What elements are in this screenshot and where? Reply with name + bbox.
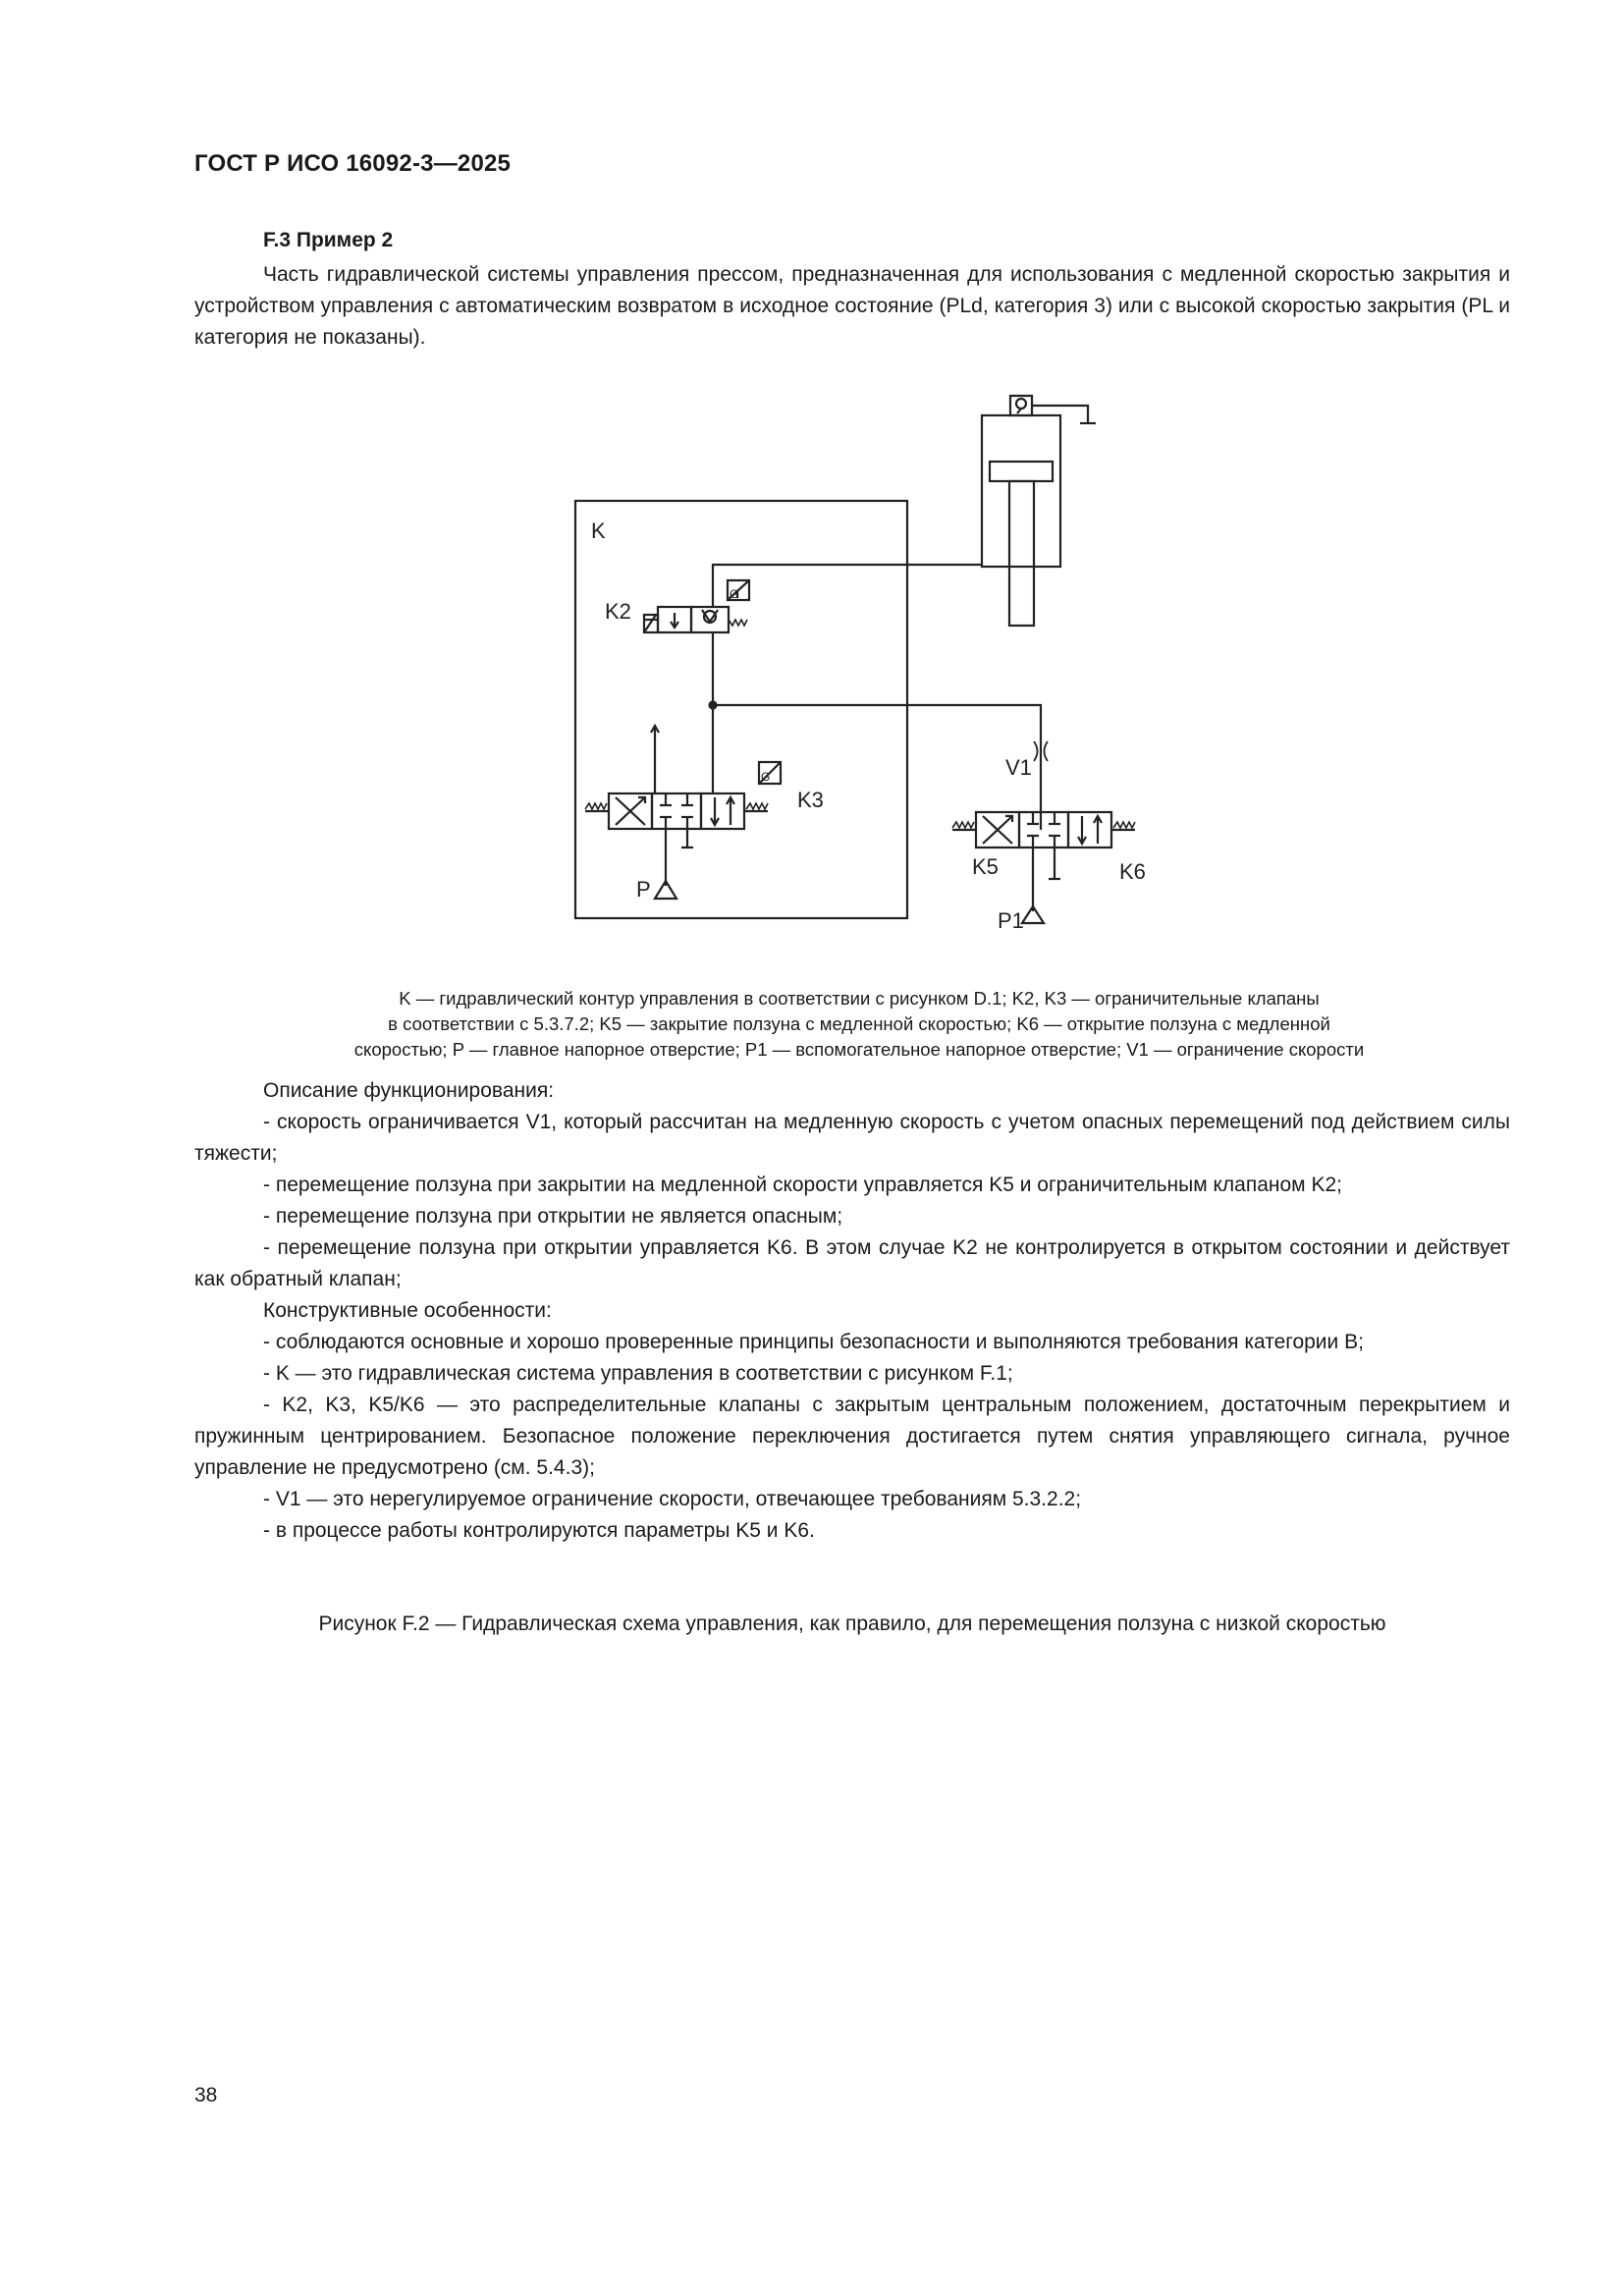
label-k2: K2 [605, 599, 631, 624]
label-k3: K3 [797, 788, 824, 812]
k5-k6-valve [952, 812, 1135, 847]
label-p: P [636, 877, 651, 902]
legend-line: скоростью; P — главное напорное отверстие; P1 — вспомогательное напорное отверстие; V1 — ограничение скорости [353, 1039, 1365, 1060]
description-item: - скорость ограничивается V1, который рассчитан на медленную скорость с учетом опасных перемещений под действием силы тяжести; [194, 1111, 1510, 1165]
label-p1: P1 [998, 908, 1024, 933]
k3-valve [585, 762, 781, 829]
page-number: 38 [194, 2084, 218, 2106]
label-g-k2: G [730, 587, 739, 601]
label-g-k3: G [761, 770, 771, 784]
description-heading: Описание функционирования: [263, 1079, 555, 1102]
design-item: - K — это гидравлическая система управления в соответствии с рисунком F.1; [263, 1362, 1013, 1385]
section-title: F.3 Пример 2 [263, 229, 394, 251]
design-item: - V1 — это нерегулируемое ограничение скорости, отвечающее требованиям 5.3.2.2; [263, 1488, 1082, 1510]
description-item: - перемещение ползуна при открытии не является опасным; [263, 1205, 843, 1228]
description-item: - перемещение ползуна при закрытии на медленной скорости управляется K5 и ограничительным клапаном K2; [263, 1174, 1342, 1196]
legend-line: K — гидравлический контур управления в соответствии с рисунком D.1; K2, K3 — ограничительные клапаны [399, 988, 1320, 1009]
label-v1: V1 [1005, 755, 1032, 780]
control-circuit-frame [575, 501, 907, 918]
design-heading: Конструктивные особенности: [263, 1299, 552, 1322]
label-k: K [591, 519, 606, 543]
legend-line: в соответствии с 5.3.7.2; K5 — закрытие ползуна с медленной скоростью; K6 — открытие ползуна с медленной [388, 1013, 1330, 1034]
figure-legend [226, 986, 1492, 1063]
label-k5: K5 [972, 854, 999, 879]
figure-caption: Рисунок F.2 — Гидравлическая схема управления, как правило, для перемещения ползуна с низкой скоростью [318, 1613, 1386, 1635]
description-item: - перемещение ползуна при открытии управляется K6. В этом случае K2 не контролируется в открытом состоянии и действует как обратный клапан; [194, 1236, 1510, 1290]
cylinder-symbol [982, 396, 1096, 626]
description-block [194, 1075, 1510, 1547]
label-k6: K6 [1119, 859, 1146, 884]
document-header: ГОСТ Р ИСО 16092-3—2025 [194, 150, 512, 177]
design-item: - K2, K3, K5/K6 — это распределительные клапаны с закрытым центральным положением, достаточным перекрытием и пружинным центрированием. Безопасное положение переключения достигается путем снятия управляющего сигнала, ручное управление не предусмотрено (см. 5.4.3); [194, 1394, 1510, 1479]
design-item: - в процессе работы контролируются параметры K5 и K6. [263, 1519, 815, 1542]
design-item: - соблюдаются основные и хорошо проверенные принципы безопасности и выполняются требования категории B; [263, 1331, 1364, 1353]
hydraulic-line [713, 565, 982, 606]
intro-paragraph: Часть гидравлической системы управления прессом, предназначенная для использования с медленной скоростью закрытия и устройством управления с автоматическим возвратом в исходное состояние (PLd, категория 3) или с высокой скоростью закрытия (PL и категория не показаны). [194, 263, 1510, 349]
hydraulic-diagram [550, 368, 1198, 938]
